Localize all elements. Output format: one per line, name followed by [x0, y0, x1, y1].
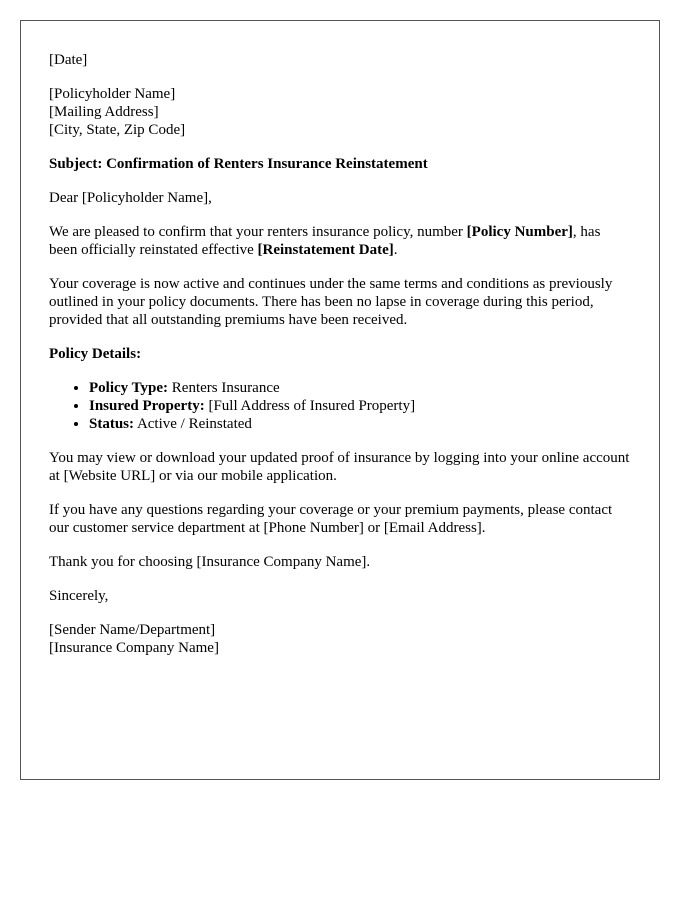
policy-number: [Policy Number]: [466, 224, 573, 240]
detail-value: Active / Reinstated: [134, 416, 252, 432]
company-name: [Insurance Company Name]: [49, 640, 219, 656]
list-item: [89, 415, 631, 433]
detail-label: Policy Type:: [89, 380, 169, 396]
detail-value: Renters Insurance: [168, 380, 280, 396]
policy-details-list: [49, 379, 631, 433]
list-item: [89, 397, 631, 415]
detail-label: Status:: [89, 416, 135, 432]
confirmation-paragraph: [49, 223, 631, 259]
recipient-name: [Policyholder Name]: [49, 86, 176, 102]
detail-value: [Full Address of Insured Property]: [204, 398, 416, 414]
coverage-paragraph: Your coverage is now active and continues under the same terms and conditions as previously outlined in your policy documents. There has been no lapse in coverage during this period, provided that all outstanding premiums have been received.: [49, 276, 613, 328]
list-item: [89, 379, 631, 397]
para1-text-3: .: [393, 242, 398, 258]
recipient-mailing-address: [Mailing Address]: [49, 104, 159, 120]
letter-closing: Sincerely,: [49, 588, 109, 604]
proof-of-insurance-paragraph: You may view or download your updated proof of insurance by logging into your online account at [Website URL] or via our mobile application.: [49, 450, 630, 484]
thank-you-paragraph: Thank you for choosing [Insurance Company Name].: [49, 554, 371, 570]
para1-text-1: We are pleased to confirm that your renters insurance policy, number: [49, 224, 467, 240]
contact-paragraph: If you have any questions regarding your coverage or your premium payments, please contact our customer service department at [Phone Number] or [Email Address].: [49, 502, 613, 536]
recipient-city-state-zip: [City, State, Zip Code]: [49, 122, 186, 138]
recipient-address: [49, 85, 631, 139]
policy-details-heading: Policy Details:: [49, 346, 142, 362]
para1-text-2: , has been officially reinstated effective: [49, 224, 601, 258]
letter-date: [Date]: [49, 52, 88, 68]
letter-subject: Subject: Confirmation of Renters Insurance Reinstatement: [49, 156, 428, 172]
signature-block: [49, 621, 631, 657]
sender-name: [Sender Name/Department]: [49, 622, 216, 638]
letter-salutation: Dear [Policyholder Name],: [49, 190, 212, 206]
detail-label: Insured Property:: [89, 398, 205, 414]
reinstatement-date: [Reinstatement Date]: [257, 242, 394, 258]
letter-page: [20, 20, 660, 780]
